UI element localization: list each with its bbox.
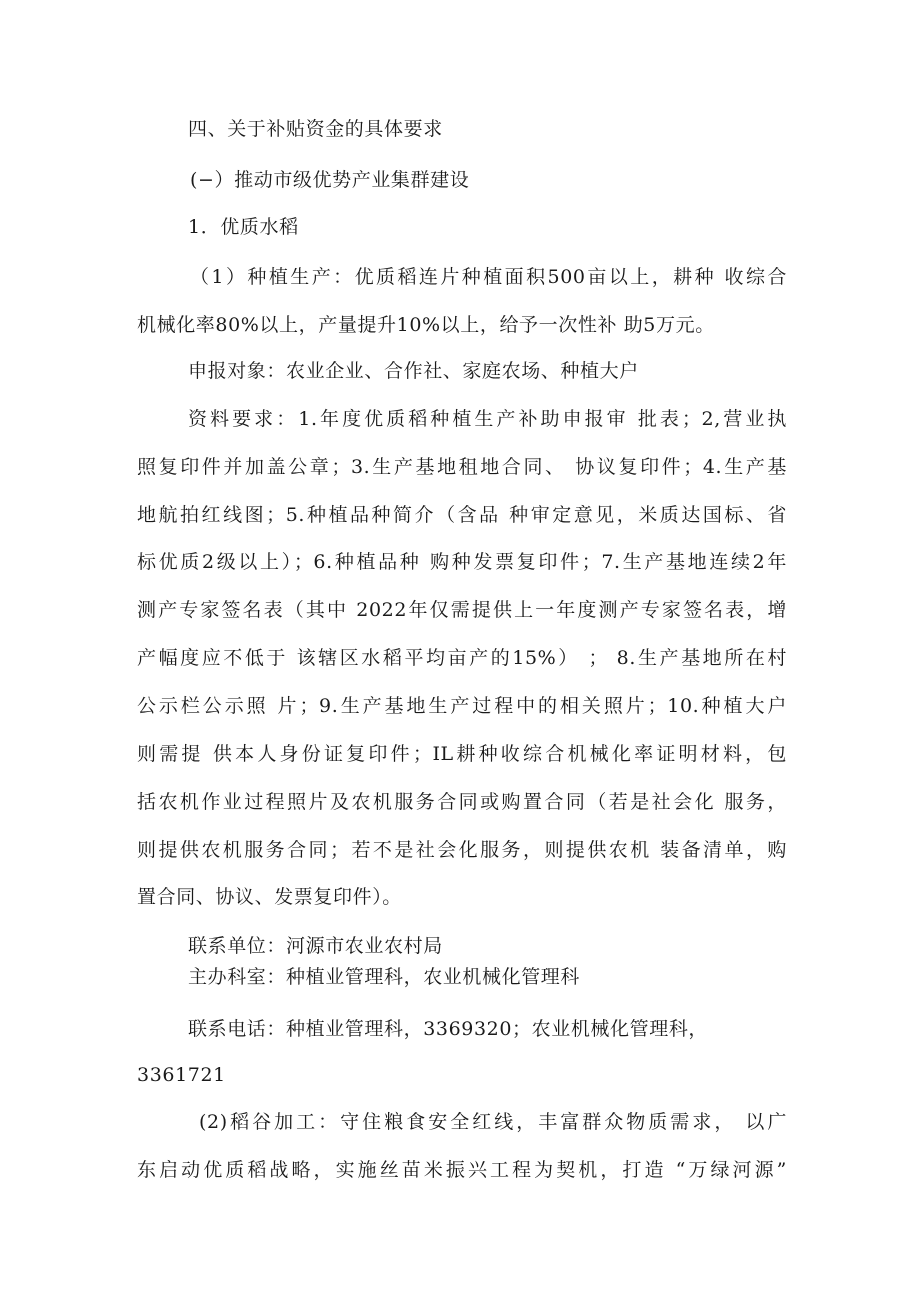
contact-unit: 联系单位：河源市农业农村局	[188, 935, 443, 957]
paragraph-line: 东启动优质稻战略，实施丝苗米振兴工程为契机，打造 “万绿河源”	[137, 1159, 787, 1181]
paragraph-line: 产幅度应不低于 该辖区水稻平均亩产的15%） ； 8.生产基地所在村	[137, 647, 787, 669]
paragraph-line: 机械化率80%以上，产量提升10%以上，给予一次性补 助5万元。	[137, 314, 715, 336]
paragraph-line: 置合同、协议、发票复印件）。	[137, 886, 402, 908]
section-heading: 四、关于补贴资金的具体要求	[188, 118, 443, 140]
subsection-heading: (−）推动市级优势产业集群建设	[190, 169, 470, 191]
paragraph-line: 则需提 供本人身份证复印件；IL耕种收综合机械化率证明材料，包	[137, 743, 787, 765]
paragraph-line: 照复印件并加盖公章；3.生产基地租地合同、 协议复印件；4.生产基	[137, 456, 787, 478]
paragraph-line: 公示栏公示照 片；9.生产基地生产过程中的相关照片；10.种植大户	[137, 695, 787, 717]
paragraph-line: 资料要求：1.年度优质稻种植生产补助申报审 批表；2,营业执	[188, 408, 787, 430]
contact-phone-continued: 3361721	[137, 1064, 226, 1086]
paragraph-line: 地航拍红线图；5.种植品种简介（含品 种审定意见，米质达国标、省	[137, 504, 787, 526]
contact-phone: 联系电话：种植业管理科，3369320；农业机械化管理科，	[188, 1018, 709, 1040]
paragraph-line: 括农机作业过程照片及农机服务合同或购置合同（若是社会化 服务，	[137, 791, 787, 813]
paragraph-line: （1）种植生产：优质稻连片种植面积500亩以上，耕种 收综合	[190, 266, 787, 288]
paragraph-line: (2)稻谷加工：守住粮食安全红线，丰富群众物质需求， 以广	[199, 1111, 787, 1133]
paragraph-line: 测产专家签名表（其中 2022年仅需提供上一年度测产专家签名表，增	[137, 599, 787, 621]
item-heading: 1．优质水稻	[188, 216, 299, 238]
paragraph-line: 则提供农机服务合同；若不是社会化服务，则提供农机 装备清单，购	[137, 839, 787, 861]
paragraph-line: 标优质2级以上）；6.种植品种 购种发票复印件；7.生产基地连续2年	[137, 551, 787, 573]
contact-department: 主办科室：种植业管理科，农业机械化管理科	[188, 966, 581, 988]
applicant-line: 申报对象：农业企业、合作社、家庭农场、种植大户	[188, 360, 639, 382]
